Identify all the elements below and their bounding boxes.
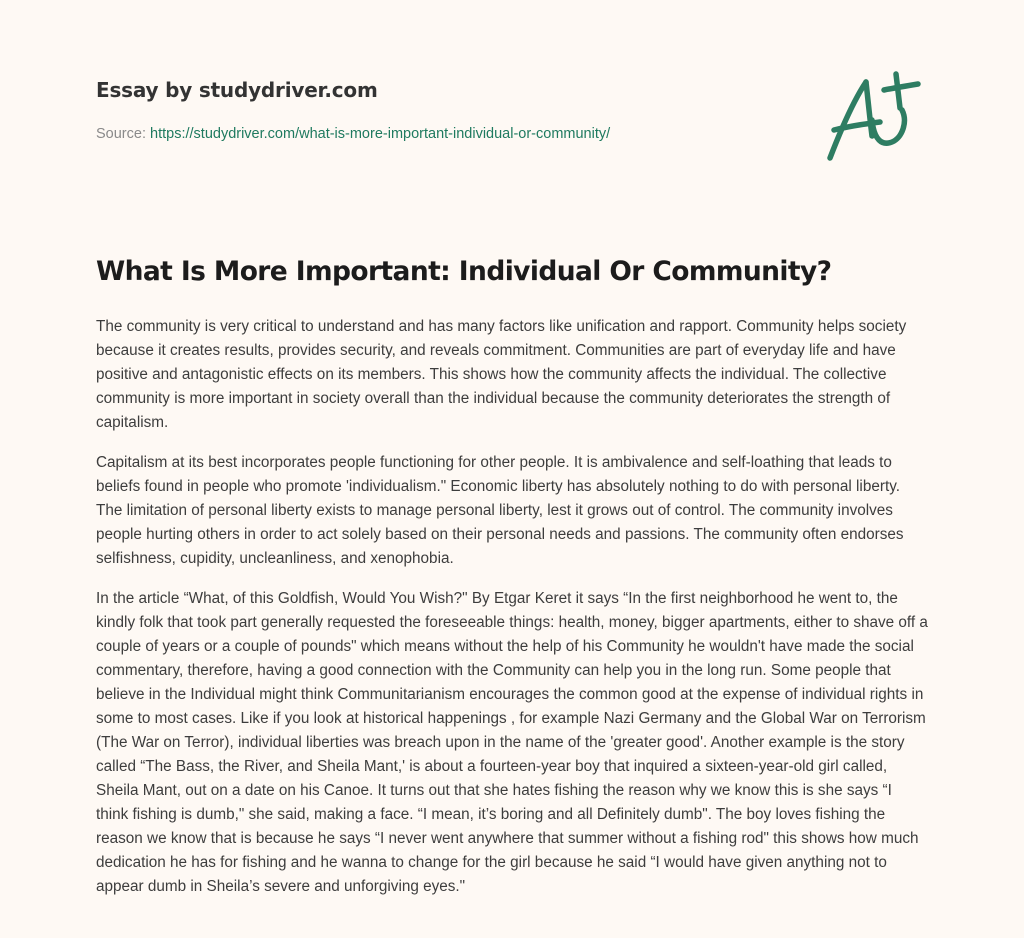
source-link[interactable]: https://studydriver.com/what-is-more-important-individual-or-community/ [150,126,611,142]
essay-paragraph: In the article “What, of this Goldfish, Would You Wish?" By Etgar Keret it says “In the first neighborhood he went to, the kindly folk that took part generally requested the foreseeable things: health, money, bigger apartments, either to shave off a couple of years or a couple of pounds" which means without the help of his Community he wouldn't have made the social commentary, therefore, having a good connection with the Community can help you in the long run. Some people that believe in the Individual might think Communitarianism encourages the common good at the expense of individual rights in some to most cases. Like if you look at historical happenings , for example Nazi Germany and the Global War on Terrorism (The War on Terror), individual liberties was breach upon in the name of the 'greater good'. Another example is the story called “The Bass, the River, and Sheila Mant,' is about a fourteen-year boy that inquired a sixteen-year-old girl called, Sheila Mant, out on a date on his Canoe. It turns out that she hates fishing the reason why we know this is she says “I think fishing is dumb," she said, making a face. “I mean, it’s boring and all Definitely dumb". The boy loves fishing the reason we know that is because he says “I never went anywhere that summer without a fishing rod" this shows how much dedication he has for fishing and he wanna to change for the girl because he said “I would have given anything not to appear dumb in Sheila’s severe and unforgiving eyes." [96,590,928,895]
source-label: Source: [96,126,146,142]
site-title: Essay by studydriver.com [96,78,378,102]
essay-title: What Is More Important: Individual Or Community? [96,256,832,287]
essay-paragraph: The community is very critical to understand and has many factors like unification and rapport. Community helps society because it creates results, provides security, and reveals commitment. Communities are part of everyday life and have positive and antagonistic effects on its members. This shows how the community affects the individual. The collective community is more important in society overall than the individual because the community deteriorates the strength of capitalism. [96,318,907,431]
page-header [96,76,796,144]
essay-body [96,315,928,915]
source-line [96,124,796,144]
essay-paragraph: Capitalism at its best incorporates people functioning for other people. It is ambivalence and self-loathing that leads to beliefs found in people who promote 'individualism." Economic liberty has absolutely nothing to do with personal liberty. The limitation of personal liberty exists to manage personal liberty, lest it grows out of control. The community involves people hurting others in order to act solely based on their personal needs and passions. The community often endorses selfishness, cupidity, uncleanliness, and xenophobia. [96,454,904,567]
a-plus-grade-icon [822,70,926,164]
